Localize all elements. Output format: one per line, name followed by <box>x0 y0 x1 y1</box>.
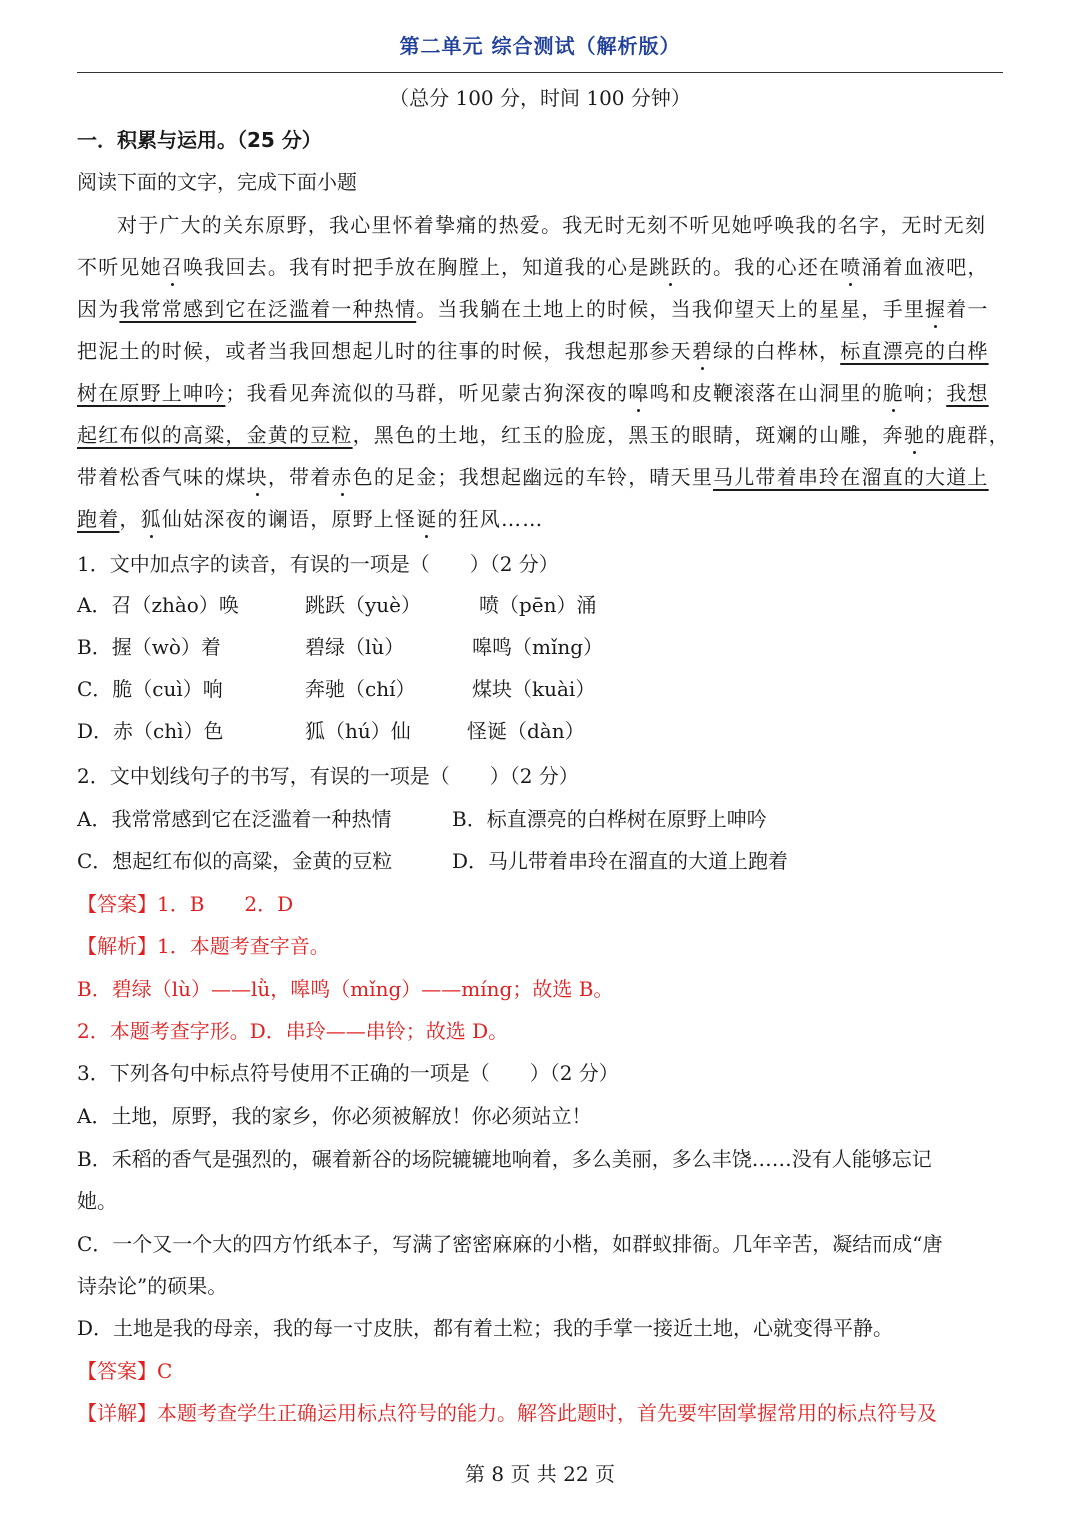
exam-subtitle: （总分 100 分，时间 100 分钟） <box>389 86 691 110</box>
passage-line-2: 不听见她召唤我回去。我有时把手放在胸膛上，知道我的心是跳跃的。我的心还在喷涌着血液吧， <box>77 255 989 279</box>
question-3-option-d: D．土地是我的母亲，我的每一寸皮肤，都有着土粒；我的手掌一接近土地，心就变得平静。 <box>77 1316 894 1340</box>
detail-3: 【详解】本题考查学生正确运用标点符号的能力。解答此题时，首先要牢固掌握常用的标点符号及 <box>77 1401 937 1425</box>
question-3-stem: 3．下列各句中标点符号使用不正确的一项是（ ）（2 分） <box>77 1061 619 1085</box>
analysis-1-detail: B．碧绿（lù）——lǜ，嗥鸣（mǐng）——míng；故选 B。 <box>77 977 614 1001</box>
passage-line-4: 把泥土的时候，或者当我回想起儿时的往事的时候，我想起那参天碧绿的白桦林，标直漂亮的白桦 <box>77 339 989 363</box>
analysis-2: 2．本题考查字形。D．串玲——串铃；故选 D。 <box>77 1019 509 1043</box>
question-2-stem: 2．文中划线句子的书写，有误的一项是（ ）（2 分） <box>77 764 579 788</box>
answer-3: 【答案】C <box>77 1359 173 1383</box>
underlined-sentence-b: 标直漂亮的白桦 <box>840 339 989 363</box>
passage-line-7: 带着松香气味的煤块，带着赤色的足金；我想起幽远的车铃，晴天里马儿带着串玲在溜直的大道上 <box>77 465 989 489</box>
section-instruction: 阅读下面的文字，完成下面小题 <box>77 170 357 194</box>
analysis-1: 【解析】1．本题考查字音。 <box>77 934 330 958</box>
section-title: 一．积累与运用。（25 分） <box>77 128 322 152</box>
question-3-option-c: C．一个又一个大的四方竹纸本子，写满了密密麻麻的小楷，如群蚁排衙。几年辛苦，凝结而成“唐 <box>77 1232 943 1256</box>
passage-line-6: 起红布似的高粱，金黄的豆粒，黑色的土地，红玉的脸庞，黑玉的眼睛，斑斓的山雕，奔驰的鹿群， <box>77 423 1010 447</box>
passage-line-8: 跑着，狐仙姑深夜的谰语，原野上怪诞的狂风…… <box>77 507 544 531</box>
document-page: 第二单元 综合测试（解析版） （总分 100 分，时间 100 分钟） 一．积累与运用。（25 分） 阅读下面的文字，完成下面小题 对于广大的关东原野，我心里怀着挚痛的热爱。我无时无刻不听见她呼唤我的名字，无时无刻 不听见她召唤我回去。我有时把手放在胸膛上，知道我的心是跳跃的。我的心还在喷涌着血液吧， 因为我常常感到它在泛滥着一种热情。当我躺在土地上的时候，当我仰望天上的星星，手里握着一 把泥土的时候，或者当我回想起儿时的往事的时候，我想起那参天碧绿的白桦林，标直漂亮的白桦 树在原野上呻吟；我看见奔流似的马群，听见蒙古狗深夜的嗥鸣和皮鞭滚落在山洞里的脆响；我想 起红布似的高粱，金黄的豆粒，黑色的土地，红玉的脸庞，黑玉的眼睛，斑斓的山雕，奔驰的鹿群， 带着松香气味的煤块，带着赤色的足金；我想起幽远的车铃，晴天里马儿带着串玲在溜直的大道上 跑着，狐仙姑深夜的谰语，原野上怪诞的狂风…… 1．文中加点字的读音，有误的一项是（ ）（2 分） A．召（zhào）唤 跳跃（yuè） 喷（pēn）涌 B．握（wò）着 碧绿（lù） 嗥鸣（mǐng） C．脆（cuì）响 奔驰（chí） 煤块（kuài） D．赤（chì）色 狐（hú）仙 怪诞（dàn） 2．文中划线句子的书写，有误的一项是（ ）（2 分） A．我常常感到它在泛滥着一种热情 B．标直漂亮的白桦树在原野上呻吟 C．想起红布似的高粱，金黄的豆粒 D．马儿带着串玲在溜直的大道上跑着 【答案】1．B 2．D 【解析】1．本题考查字音。 B．碧绿（lù）——lǜ，嗥鸣（mǐng）——míng；故选 B。 2．本题考查字形。D．串玲——串铃；故选 D。 3．下列各句中标点符号使用不正确的一项是（ ）（2 分） A．土地，原野，我的家乡，你必须被解放！你必须站立！ B．禾稻的香气是强烈的，碾着新谷的场院辘辘地响着，多么美丽，多么丰饶……没有人能够忘记 她。 C．一个又一个大的四方竹纸本子，写满了密密麻麻的小楷，如群蚁排衙。几年辛苦，凝结而成“唐 诗杂论”的硕果。 D．土地是我的母亲，我的每一寸皮肤，都有着土粒；我的手掌一接近土地，心就变得平静。 【答案】C 【详解】本题考查学生正确运用标点符号的能力。解答此题时，首先要牢固掌握常用的标点符号及 第 8 页 共 22 页 <box>0 0 1080 1527</box>
page-title: 第二单元 综合测试（解析版） <box>399 34 681 58</box>
question-1-stem: 1．文中加点字的读音，有误的一项是（ ）（2 分） <box>77 552 559 576</box>
underlined-sentence-c: 我想 <box>946 381 989 405</box>
underlined-sentence-a: 我常常感到它在泛滥着一种热情 <box>119 297 417 321</box>
question-3-option-b-cont: 她。 <box>77 1189 117 1213</box>
question-3-option-b: B．禾稻的香气是强烈的，碾着新谷的场院辘辘地响着，多么美丽，多么丰饶……没有人能够忘记 <box>77 1147 932 1171</box>
header-divider <box>77 72 1003 73</box>
underlined-sentence-d: 马儿带着串玲在溜直的大道上 <box>713 465 989 489</box>
passage-line-5: 树在原野上呻吟；我看见奔流似的马群，听见蒙古狗深夜的嗥鸣和皮鞭滚落在山洞里的脆响；我想 <box>77 381 989 405</box>
passage-line-3: 因为我常常感到它在泛滥着一种热情。当我躺在土地上的时候，当我仰望天上的星星，手里握着一 <box>77 297 989 321</box>
question-3-option-a: A．土地，原野，我的家乡，你必须被解放！你必须站立！ <box>77 1104 592 1128</box>
page-number: 第 8 页 共 22 页 <box>465 1462 615 1486</box>
question-3-option-c-cont: 诗杂论”的硕果。 <box>77 1274 228 1298</box>
answer-1-2: 【答案】1．B 2．D <box>77 892 294 916</box>
passage-line-1: 对于广大的关东原野，我心里怀着挚痛的热爱。我无时无刻不听见她呼唤我的名字，无时无刻 <box>117 213 987 237</box>
